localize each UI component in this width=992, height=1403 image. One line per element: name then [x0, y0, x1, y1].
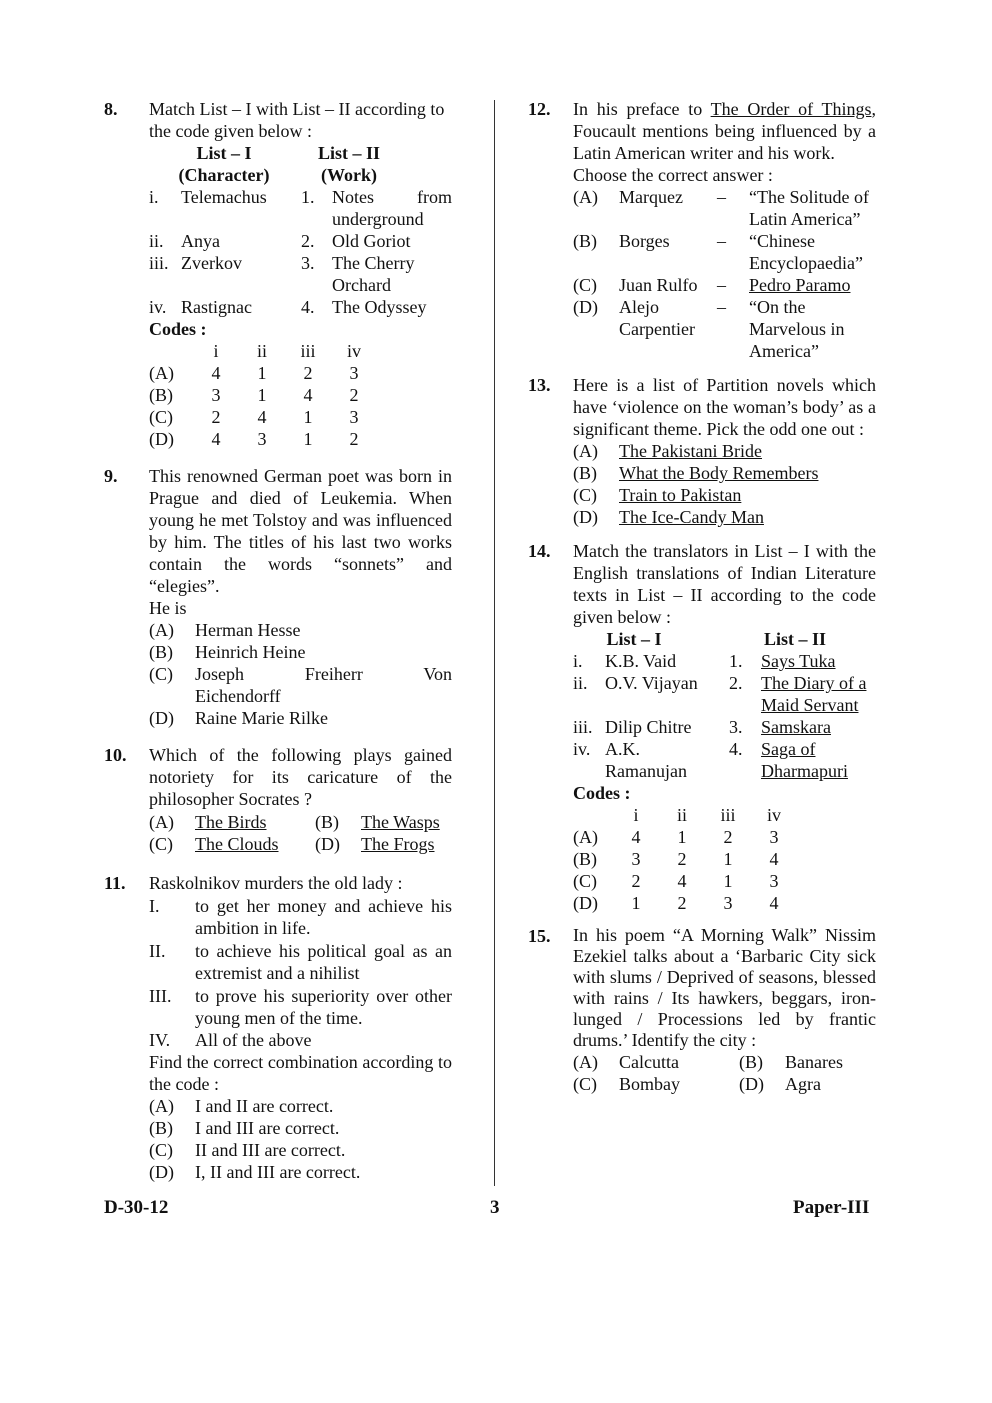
dash: – — [717, 275, 726, 295]
code-value: 3 — [769, 871, 779, 891]
match-row — [573, 650, 876, 672]
code-value: 2 — [677, 893, 687, 913]
code-value: 3 — [769, 827, 779, 847]
statement-label: III. — [149, 986, 172, 1006]
option-label: (B) — [149, 385, 173, 405]
code-col: iv — [346, 341, 361, 361]
question-prompt: Match the translators in List – I with the English translations of Indian Literature texts in List – II according to the code given below : — [573, 541, 876, 627]
statement-label: IV. — [149, 1030, 171, 1050]
option-author: Alejo Carpentier — [619, 297, 695, 339]
character: Zverkov — [181, 253, 242, 273]
option-text: Bombay — [619, 1074, 680, 1094]
option-d[interactable] — [739, 1073, 821, 1095]
statement-text: to prove his superiority over other young men of the time. — [195, 986, 452, 1028]
option-work: “Chinese Encyclopaedia” — [749, 231, 863, 273]
option-b[interactable] — [149, 1117, 452, 1139]
match-row — [573, 672, 876, 716]
list2-subheader: (Work) — [321, 165, 377, 185]
code-value: 1 — [257, 385, 267, 405]
question-number: 11. — [104, 873, 126, 893]
code-col: i — [213, 341, 219, 361]
option-label: (D) — [573, 297, 598, 317]
page-number: 3 — [490, 1197, 500, 1218]
work-number: 4. — [729, 739, 743, 759]
question-9 — [104, 465, 452, 729]
row-numeral: ii. — [149, 231, 164, 251]
code-value: 4 — [769, 893, 779, 913]
option-text: Calcutta — [619, 1052, 679, 1072]
character: Anya — [181, 231, 220, 251]
code-option-d — [573, 892, 876, 914]
option-label: (B) — [149, 642, 173, 662]
option-a[interactable] — [149, 619, 452, 641]
left-column — [104, 98, 452, 1183]
code-value: 1 — [303, 407, 313, 427]
instruction: Choose the correct answer : — [573, 165, 773, 185]
work-number: 3. — [729, 717, 743, 737]
code-option-a — [149, 362, 452, 384]
option-c[interactable] — [573, 274, 876, 296]
row-numeral: ii. — [573, 673, 588, 693]
option-a[interactable] — [149, 1095, 452, 1117]
option-label: (D) — [739, 1074, 764, 1094]
work-number: 1. — [729, 651, 743, 671]
code-value: 3 — [349, 407, 359, 427]
statement-text: to get her money and achieve his ambition in life. — [195, 896, 452, 938]
option-b[interactable] — [573, 462, 876, 484]
option-text: II and III are correct. — [195, 1140, 346, 1160]
row-numeral: iv. — [149, 297, 167, 317]
question-prompt: This renowned German poet was born in Prague and died of Leukemia. When young he met Tolstoy and was influenced by him. The titles of his last two works contain the words “sonnets” and “elegies”. — [149, 466, 452, 596]
work: Notes from underground — [332, 187, 452, 229]
question-number: 15. — [528, 926, 551, 946]
question-prompt: Which of the following plays gained notoriety for its caricature of the philosopher Socrates ? — [149, 745, 452, 809]
option-label: (D) — [573, 507, 598, 527]
question-number: 13. — [528, 375, 551, 395]
dash: – — [717, 187, 726, 207]
option-text: I and III are correct. — [195, 1118, 340, 1138]
option-author: Marquez — [619, 187, 683, 207]
option-a[interactable] — [573, 186, 876, 230]
question-13 — [528, 374, 876, 528]
option-d[interactable] — [149, 707, 452, 729]
option-label: (A) — [573, 1052, 598, 1072]
question-number: 10. — [104, 745, 127, 765]
match-row — [573, 738, 876, 782]
character: Telemachus — [181, 187, 267, 207]
statement-label: I. — [149, 896, 160, 916]
code-value: 2 — [349, 429, 359, 449]
option-label: (C) — [573, 275, 597, 295]
option-text: The Birds — [195, 812, 267, 832]
statement-text: to achieve his political goal as an extremist and a nihilist — [195, 941, 452, 983]
code-value: 3 — [211, 385, 221, 405]
work-number: 4. — [301, 297, 315, 317]
option-author: Borges — [619, 231, 670, 251]
option-b[interactable] — [739, 1051, 843, 1073]
option-label: (C) — [149, 664, 173, 684]
question-10 — [104, 744, 452, 855]
code-option-a — [573, 826, 876, 848]
dash: – — [717, 297, 726, 317]
paper-label: Paper-III — [793, 1197, 870, 1218]
character: Rastignac — [181, 297, 252, 317]
code-option-c — [573, 870, 876, 892]
statement-label: II. — [149, 941, 166, 961]
row-numeral: iii. — [149, 253, 169, 273]
code-value: 4 — [211, 429, 221, 449]
code-value: 1 — [257, 363, 267, 383]
code-value: 4 — [211, 363, 221, 383]
option-label: (A) — [573, 827, 598, 847]
question-number: 8. — [104, 99, 118, 119]
code-option-b — [149, 384, 452, 406]
right-column — [528, 98, 876, 1095]
instruction: Find the correct combination according to the code : — [149, 1052, 452, 1094]
code-value: 3 — [257, 429, 267, 449]
code-value: 1 — [723, 871, 733, 891]
question-prompt: Match List – I with List – II according to the code given below : — [149, 99, 445, 141]
code-col: i — [633, 805, 639, 825]
option-label: (D) — [149, 1162, 174, 1182]
match-row — [149, 252, 452, 296]
work: Saga of Dharmapuri — [761, 739, 848, 781]
option-b[interactable] — [573, 230, 876, 274]
row-numeral: i. — [149, 187, 159, 207]
option-c[interactable] — [573, 484, 876, 506]
work: The Cherry Orchard — [332, 253, 415, 295]
option-label: (C) — [149, 834, 173, 854]
option-text: Raine Marie Rilke — [195, 708, 328, 728]
option-d[interactable] — [573, 296, 876, 362]
question-number: 14. — [528, 541, 551, 561]
footer-code: D-30-12 — [104, 1197, 169, 1218]
option-text: The Frogs — [361, 834, 435, 854]
column-divider — [494, 100, 495, 1186]
codes-header — [573, 804, 876, 826]
option-label: (B) — [573, 463, 597, 483]
option-label: (C) — [573, 1074, 597, 1094]
dash: – — [717, 231, 726, 251]
option-label: (D) — [149, 708, 174, 728]
option-d[interactable] — [149, 1161, 452, 1183]
code-value: 1 — [303, 429, 313, 449]
option-c[interactable] — [573, 1073, 739, 1095]
code-col: iv — [766, 805, 781, 825]
option-label: (A) — [573, 187, 598, 207]
work: Samskara — [761, 717, 831, 737]
code-value: 2 — [211, 407, 221, 427]
code-col: iii — [720, 805, 736, 825]
option-text: Train to Pakistan — [619, 485, 742, 505]
option-text: Joseph Freiherr Von Eichendorff — [195, 664, 452, 706]
code-option-d — [149, 428, 452, 450]
code-value: 1 — [677, 827, 687, 847]
code-value: 4 — [257, 407, 267, 427]
option-d[interactable] — [315, 833, 435, 855]
codes-label: Codes : — [149, 319, 207, 339]
option-text: The Clouds — [195, 834, 279, 854]
option-label: (C) — [573, 871, 597, 891]
option-c[interactable] — [149, 663, 452, 707]
row-numeral: iii. — [573, 717, 593, 737]
codes-header — [149, 340, 452, 362]
translator: K.B. Vaid — [605, 651, 677, 671]
code-value: 2 — [677, 849, 687, 869]
code-value: 1 — [631, 893, 641, 913]
code-value: 2 — [631, 871, 641, 891]
option-label: (D) — [149, 429, 174, 449]
statement-text: All of the above — [195, 1030, 312, 1050]
option-label: (A) — [149, 812, 174, 832]
option-text: Banares — [785, 1052, 843, 1072]
codes-label: Codes : — [573, 783, 631, 803]
work-number: 1. — [301, 187, 315, 207]
option-c[interactable] — [149, 833, 315, 855]
option-label: (A) — [149, 620, 174, 640]
option-b[interactable] — [149, 641, 452, 663]
option-work: “The Solitude of Latin America” — [749, 187, 869, 229]
question-prompt — [573, 98, 876, 164]
work: Says Tuka — [761, 651, 836, 671]
work: The Diary of a Maid Servant — [761, 673, 867, 715]
match-row — [149, 230, 452, 252]
work: Old Goriot — [332, 231, 411, 251]
question-prompt: Raskolnikov murders the old lady : — [149, 873, 403, 893]
code-value: 2 — [723, 827, 733, 847]
question-14 — [528, 540, 876, 914]
option-author: Juan Rulfo — [619, 275, 698, 295]
list1-header: List – I — [196, 143, 252, 163]
question-number: 12. — [528, 99, 551, 119]
option-text: Heinrich Heine — [195, 642, 306, 662]
option-label: (B) — [739, 1052, 763, 1072]
statement-1 — [149, 895, 452, 939]
question-prompt-2: He is — [149, 598, 187, 618]
work-number: 3. — [301, 253, 315, 273]
statement-2 — [149, 940, 452, 984]
row-numeral: iv. — [573, 739, 591, 759]
code-col: ii — [256, 341, 267, 361]
option-label: (B) — [315, 812, 339, 832]
option-text: I and II are correct. — [195, 1096, 334, 1116]
option-d[interactable] — [573, 506, 876, 528]
code-value: 4 — [677, 871, 687, 891]
code-value: 3 — [723, 893, 733, 913]
question-8 — [104, 98, 452, 450]
translator: Dilip Chitre — [605, 717, 692, 737]
code-option-c — [149, 406, 452, 428]
question-12 — [528, 98, 876, 362]
option-a[interactable] — [573, 1051, 739, 1073]
statement-3 — [149, 985, 452, 1029]
code-value: 1 — [723, 849, 733, 869]
work-number-wrap — [705, 738, 761, 760]
option-label: (B) — [573, 231, 597, 251]
option-a[interactable] — [573, 440, 876, 462]
code-option-b — [573, 848, 876, 870]
question-number: 9. — [104, 466, 118, 486]
statement-4 — [149, 1029, 452, 1051]
question-11 — [104, 872, 452, 1183]
match-row — [149, 186, 452, 230]
option-label: (C) — [149, 407, 173, 427]
option-b[interactable] — [315, 811, 440, 833]
question-prompt: In his poem “A Morning Walk” Nissim Ezekiel talks about a ‘Barbaric City sick with slums / Deprived of seasons, blessed with rains / Its hawkers, beggars, iron-lunged / Processions led by frantic drums.’ Identify the city : — [573, 925, 876, 1050]
option-text: Herman Hesse — [195, 620, 301, 640]
option-work: “On the Marvelous in America” — [749, 297, 845, 361]
match-row — [573, 716, 876, 738]
match-row — [149, 296, 452, 318]
option-label: (A) — [573, 441, 598, 461]
option-work: Pedro Paramo — [749, 275, 851, 295]
code-value: 3 — [349, 363, 359, 383]
question-15 — [528, 925, 876, 1095]
prompt-text: In his preface to — [573, 99, 711, 119]
code-value: 2 — [349, 385, 359, 405]
row-numeral: i. — [573, 651, 583, 671]
work-number: 2. — [301, 231, 315, 251]
code-col: iii — [300, 341, 316, 361]
option-text: I, II and III are correct. — [195, 1162, 361, 1182]
option-c[interactable] — [149, 1139, 452, 1161]
list2-header: List – II — [317, 143, 380, 163]
option-label: (B) — [149, 1118, 173, 1138]
list1-header: List – I — [606, 629, 662, 649]
list1-subheader: (Character) — [178, 165, 270, 185]
work-number: 2. — [729, 673, 743, 693]
translator: O.V. Vijayan — [605, 673, 698, 693]
translator: A.K. Ramanujan — [605, 739, 687, 781]
book-title: The Order of Things — [710, 99, 872, 119]
code-value: 2 — [303, 363, 313, 383]
option-text: What the Body Remembers — [619, 463, 819, 483]
question-prompt: Here is a list of Partition novels which have ‘violence on the woman’s body’ as a significant theme. Pick the odd one out : — [573, 375, 876, 439]
code-col: ii — [676, 805, 687, 825]
option-label: (C) — [149, 1140, 173, 1160]
list2-header: List – II — [763, 629, 826, 649]
code-value: 4 — [631, 827, 641, 847]
prompt-text: , Foucault mentions being influenced by a Latin American writer and his work. — [573, 99, 876, 163]
work: The Odyssey — [332, 297, 427, 317]
option-label: (A) — [149, 1096, 174, 1116]
option-label: (A) — [149, 363, 174, 383]
code-value: 4 — [769, 849, 779, 869]
option-text: The Pakistani Bride — [619, 441, 762, 461]
option-text: The Wasps — [361, 812, 440, 832]
code-value: 4 — [303, 385, 313, 405]
option-a[interactable] — [149, 811, 315, 833]
option-label: (D) — [315, 834, 340, 854]
option-label: (D) — [573, 893, 598, 913]
option-text: The Ice-Candy Man — [619, 507, 764, 527]
code-value: 3 — [631, 849, 641, 869]
option-label: (C) — [573, 485, 597, 505]
option-text: Agra — [785, 1074, 821, 1094]
option-label: (B) — [573, 849, 597, 869]
